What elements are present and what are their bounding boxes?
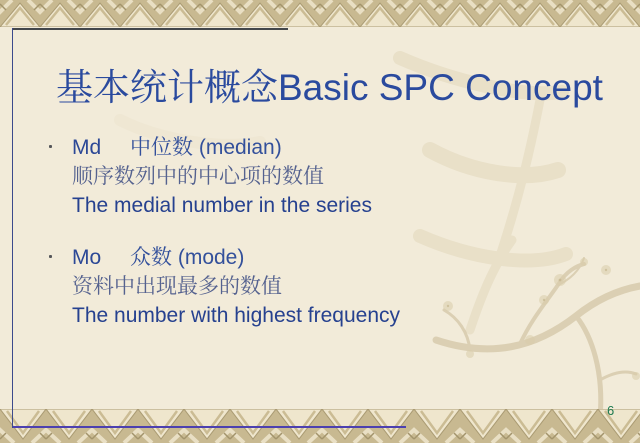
bullet-term: Mo bbox=[72, 246, 102, 269]
bullet-marker-icon bbox=[49, 145, 52, 148]
frame-line-left bbox=[12, 28, 13, 428]
page-number: 6 bbox=[607, 403, 615, 418]
top-border-pattern bbox=[0, 0, 640, 27]
bullet-zh-label: 中位数 (median) bbox=[130, 136, 282, 159]
bullet-item-median bbox=[72, 133, 502, 220]
frame-line-top bbox=[12, 28, 288, 30]
bullet-head-line bbox=[72, 133, 502, 162]
bullet-en-description: The medial number in the series bbox=[72, 194, 372, 217]
bullet-zh-description: 资料中出现最多的数值 bbox=[72, 275, 282, 298]
bullet-marker-icon bbox=[49, 255, 52, 258]
bullet-head-line bbox=[72, 243, 502, 272]
frame-line-bottom bbox=[13, 426, 406, 428]
bullet-zh-label: 众数 (mode) bbox=[130, 246, 245, 269]
slide-title: 基本统计概念Basic SPC Concept bbox=[56, 67, 603, 108]
bullet-item-mode bbox=[72, 243, 502, 330]
bullet-term: Md bbox=[72, 136, 102, 159]
bullet-en-description: The number with highest frequency bbox=[72, 304, 401, 327]
bullet-zh-description: 顺序数列中的中心项的数值 bbox=[72, 165, 324, 188]
